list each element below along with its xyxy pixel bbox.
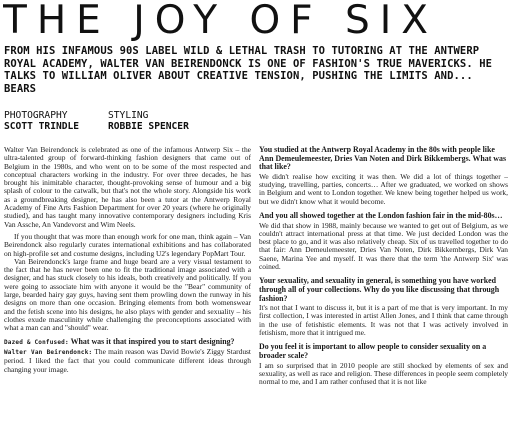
left-column — [4, 146, 251, 422]
question-text: What was it that inspired you to start designing? — [70, 336, 235, 346]
right-column — [259, 146, 508, 422]
interview-question: Do you feel it is important to allow people to consider sexuality on a broader scale? — [259, 342, 487, 360]
interview-answer: We did that show in 1988, mainly because we wanted to get out of Belgium, as we couldn't attract international press at that time. We just decided London was the best place to go, and it was also relatively cheap. Six of us travelled together to do that fair: Ann Demeulemeester, Dries Van Noten, Dirk Bikkembergs, Dirk Van Saene, Marina Yee and myself. It was there that the term 'the Antwerp Six' was coined. — [259, 220, 508, 272]
body-paragraph: Van Beirendonck's large frame and huge beard are a very visual testament to the fact that he has never been one to fit the traditional image associated with a designer, and has stuck closely to his ideals, both creatively and politically. If you were going to associate him with anyone it would be the "Bear" community of large, bearded hairy gay guys, having sent them prowling down the runway in his designs on more than one occasion. Bringing elements from both womenswear and the fetish scene into his designs, he also plays with gender and sexuality – his clothes exude masculinity while challenging the preconceptions associated with what a man can and "should" wear. — [4, 256, 251, 333]
question-speaker: Dazed & Confused: — [4, 338, 69, 346]
photographer-name: SCOTT TRINDLE — [4, 121, 80, 132]
interview-question: You studied at the Antwerp Royal Academy in the 80s with people like Ann Demeulemeester, Dries Van Noten and Dirk Bikkembergs. What was that like? — [259, 146, 507, 172]
photography-label: PHOTOGRAPHY — [4, 110, 68, 121]
styling-credit — [108, 110, 268, 132]
interview-answer: It's not that I want to discuss it, but it is a part of me that is very important. In my first collection, I was interested in artist Allen Jones, and I think that came through in the use of fetishistic elements. It was not that I was actively involved in fetishism, more that it intrigued me. — [259, 303, 508, 338]
photography-credit — [4, 110, 124, 132]
answer-speaker: Walter Van Beirendonck: — [4, 349, 93, 357]
article-title: THE JOY OF SIX — [3, 0, 438, 42]
stylist-name: ROBBIE SPENCER — [108, 121, 189, 132]
styling-label: STYLING — [108, 110, 149, 121]
interview-question: Your sexuality, and sexuality in general, is something you have worked through all of your collections. Why do you like discussing that through fashion? — [259, 276, 500, 303]
body-paragraph: If you thought that was more than enough work for one man, think again – Van Beirendonck also regularly curates international exhibitions and has collaborated on high-profile set and costume designs, including U2's legendary PopMart Tour. — [4, 231, 251, 258]
interview-question — [4, 338, 251, 348]
article-deck: FROM HIS INFAMOUS 90S LABEL WILD & LETHAL TRASH TO TUTORING AT THE ANTWERP ROYAL ACADEMY, WALTER VAN BEIRENDONCK IS ONE OF FASHION'S TRUE MAVERICKS. HE TALKS TO WILLIAM OLIVER ABOUT CREATIVE TENSION, PUSHING THE LIMITS AND... BEARS — [4, 45, 493, 95]
interview-question: And you all showed together at the London fashion fair in the mid-80s… — [259, 210, 503, 220]
interview-answer: We didn't realise how exciting it was then. We did a lot of things together – studying, travelling, parties, concerts… After we graduated, we worked on shows in Belgium and went to London together. We knew being together helped us work, but we didn't know what it would become. — [259, 171, 508, 206]
interview-answer — [4, 348, 251, 374]
answer-text: The main reason was David Bowie's Ziggy Stardust period. I liked the fact that you could communicate different ideas through changing your image. — [4, 347, 251, 374]
intro-paragraph: Walter Van Beirendonck is celebrated as one of the infamous Antwerp Six – the ultra-talented group of forward-thinking fashion designers that came out of Belgium in the 1980s, and who went on to be some of the most respected and conceptual characters working in the industry. For over three decades, he has brought his inimitable character, thought-provoking sense of humour and a big splash of colour to the catwalk, but that's not the whole story. Alongside his work as a groundbreaking designer, he has also been a tutor at the Antwerp Royal Academy of Fine Arts Fashion Department for over 20 years (where he originally studied), and has taught many innovative contemporary designers including Kris Van Assche, An Vandevorst and Wim Neels. — [4, 146, 251, 229]
interview-answer: I am so surprised that in 2010 people are still shocked by elements of sex and sexuality, as well as race and religion. These differences in people seem completely normal to me, and I am rather confused that it is not like — [259, 360, 508, 387]
